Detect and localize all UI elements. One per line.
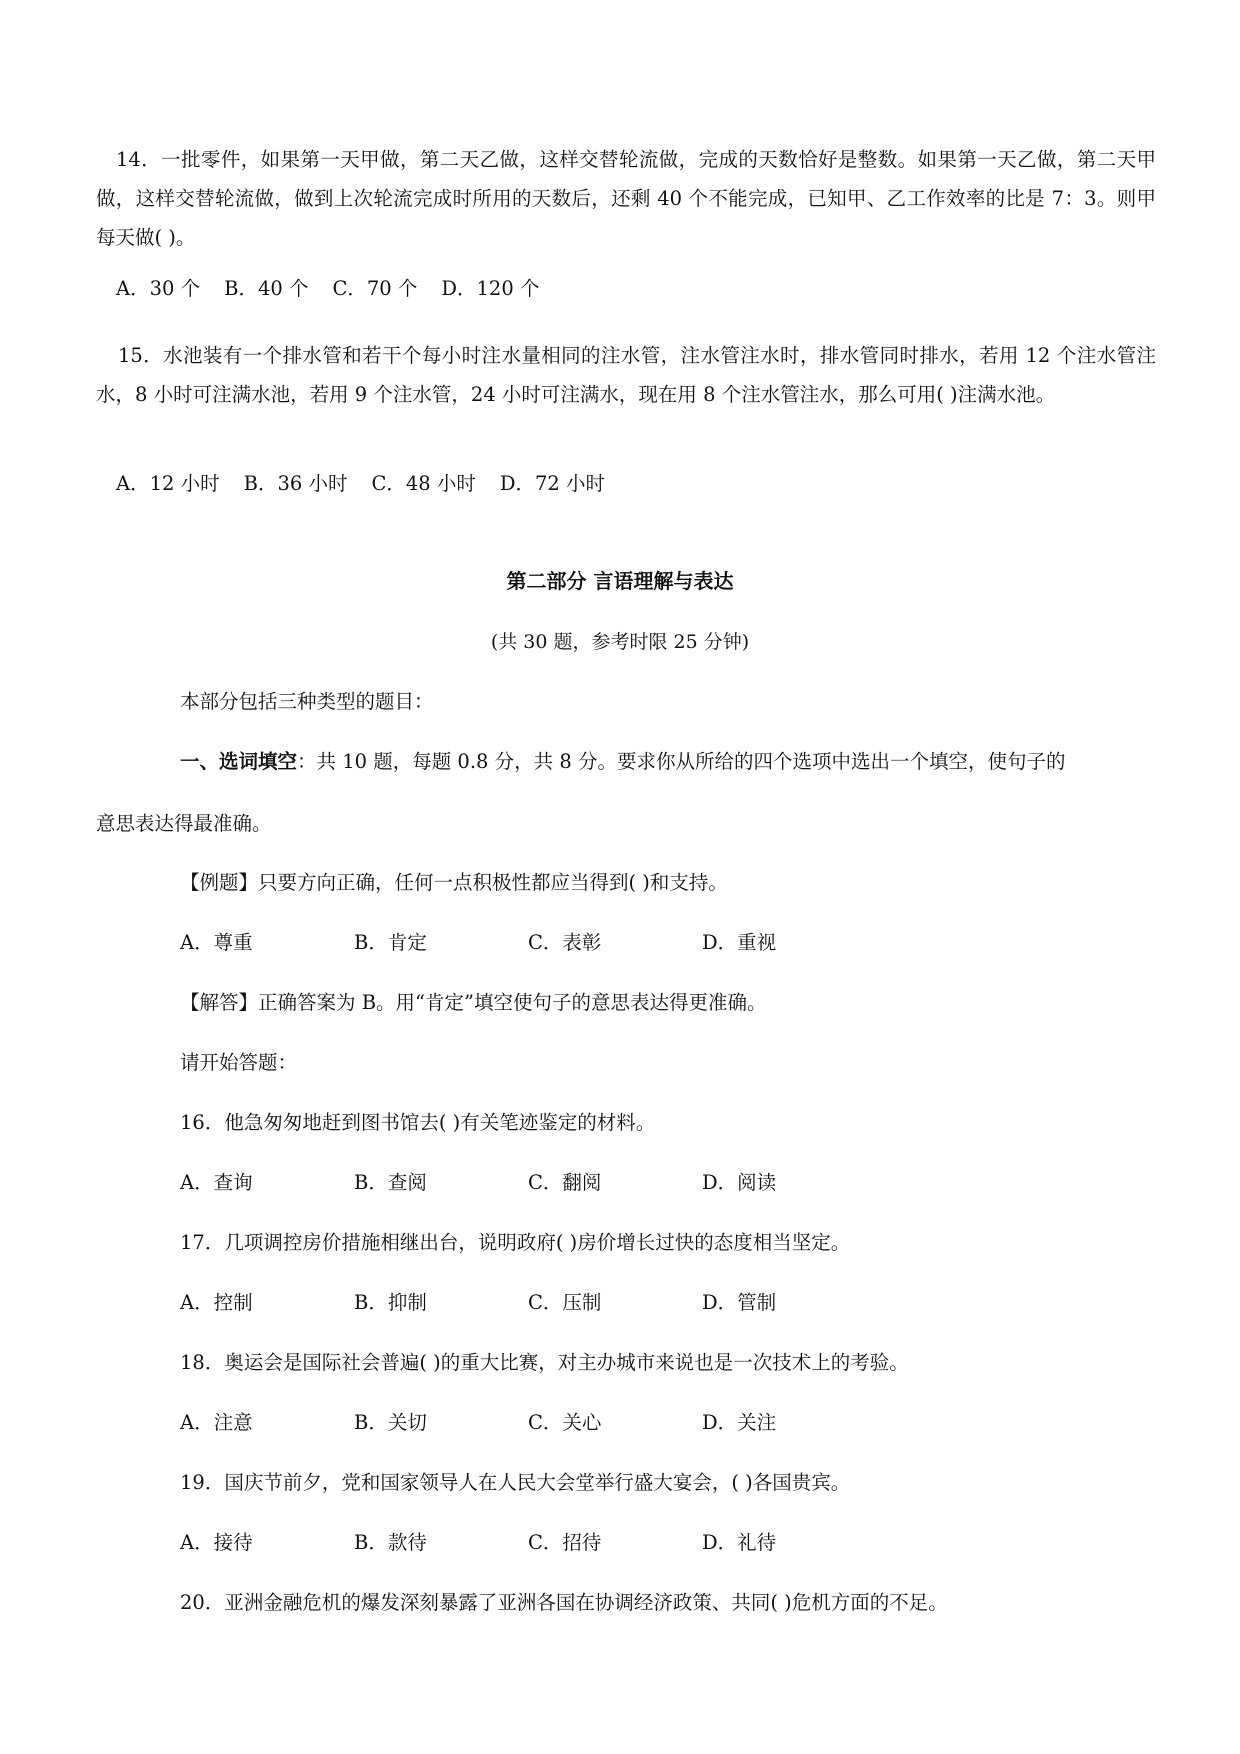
example-answer: 【解答】正确答案为 B。用“肯定”填空使句子的意思表达得更准确。 xyxy=(180,991,767,1014)
question-14-text: 14．一批零件，如果第一天甲做，第二天乙做，这样交替轮流做，完成的天数恰好是整数。如果第一天乙做，第二天甲做，这样交替轮流做，做到上次轮流完成时所用的天数后，还剩 40 个不能完成，已知甲、乙工作效率的比是 7：3。则甲每天做( )。 xyxy=(96,148,1156,249)
option-d: D．120 个 xyxy=(441,277,540,300)
option-d: D．阅读 xyxy=(702,1171,777,1194)
option-b: B．款待 xyxy=(354,1531,427,1554)
option-c: C．招待 xyxy=(528,1531,602,1554)
option-b: B．关切 xyxy=(354,1411,427,1434)
section-subtitle: (共 30 题，参考时限 25 分钟) xyxy=(490,631,750,653)
option-c: C．翻阅 xyxy=(528,1171,602,1194)
example-question: 【例题】只要方向正确，任何一点积极性都应当得到( )和支持。 xyxy=(180,871,728,894)
option-b: B．抑制 xyxy=(354,1291,427,1314)
option-c: C．压制 xyxy=(528,1291,602,1314)
option-b: B．40 个 xyxy=(224,277,309,300)
option-c: C．70 个 xyxy=(332,277,418,300)
question-19-options xyxy=(180,1528,900,1558)
section-intro: 本部分包括三种类型的题目： xyxy=(180,690,434,713)
type1-description-cont: 意思表达得最准确。 xyxy=(96,812,272,835)
option-a: A．注意 xyxy=(180,1411,253,1434)
type1-desc: ：共 10 题，每题 0.8 分，共 8 分。要求你从所给的四个选项中选出一个填空，使句子的 xyxy=(297,750,1066,773)
question-20-text: 20．亚洲金融危机的爆发深刻暴露了亚洲各国在协调经济政策、共同( )危机方面的不足。 xyxy=(180,1591,948,1614)
question-14-options xyxy=(116,274,563,304)
option-a: A．30 个 xyxy=(116,277,201,300)
option-c: C．关心 xyxy=(528,1411,602,1434)
option-c: C．表彰 xyxy=(528,931,602,954)
option-b: B．肯定 xyxy=(354,931,427,954)
type1-description xyxy=(180,747,1065,777)
example-options xyxy=(180,928,900,958)
question-17-options xyxy=(180,1288,900,1318)
question-18-text: 18．奥运会是国际社会普遍( )的重大比赛，对主办城市来说也是一次技术上的考验。 xyxy=(180,1351,909,1374)
option-b: B．查阅 xyxy=(354,1171,427,1194)
question-15-text: 15．水池装有一个排水管和若干个每小时注水量相同的注水管，注水管注水时，排水管同时排水，若用 12 个注水管注水，8 小时可注满水池，若用 9 个注水管，24 小时可注满水，现在用 8 个注水管注水，那么可用( )注满水池。 xyxy=(96,344,1156,406)
section-title: 第二部分 言语理解与表达 xyxy=(506,569,734,593)
option-d: D．管制 xyxy=(702,1291,777,1314)
option-c: C．48 小时 xyxy=(371,472,476,495)
option-a: A．尊重 xyxy=(180,931,253,954)
option-d: D．72 小时 xyxy=(499,472,606,495)
option-d: D．重视 xyxy=(702,931,777,954)
question-17-text: 17．几项调控房价措施相继出台，说明政府( )房价增长过快的态度相当坚定。 xyxy=(180,1231,851,1254)
option-a: A．控制 xyxy=(180,1291,253,1314)
question-16-text: 16．他急匆匆地赶到图书馆去( )有关笔迹鉴定的材料。 xyxy=(180,1111,656,1134)
option-a: A．12 小时 xyxy=(116,472,220,495)
type1-label: 一、选词填空 xyxy=(180,750,298,773)
question-19-text: 19．国庆节前夕，党和国家领导人在人民大会堂举行盛大宴会，( )各国贵宾。 xyxy=(180,1471,851,1494)
question-15-options xyxy=(116,469,629,499)
option-d: D．礼待 xyxy=(702,1531,777,1554)
start-prompt: 请开始答题： xyxy=(180,1051,298,1074)
option-a: A．查询 xyxy=(180,1171,253,1194)
option-a: A．接待 xyxy=(180,1531,253,1554)
question-18-options xyxy=(180,1408,900,1438)
question-16-options xyxy=(180,1168,900,1198)
option-b: B．36 小时 xyxy=(243,472,348,495)
option-d: D．关注 xyxy=(702,1411,777,1434)
